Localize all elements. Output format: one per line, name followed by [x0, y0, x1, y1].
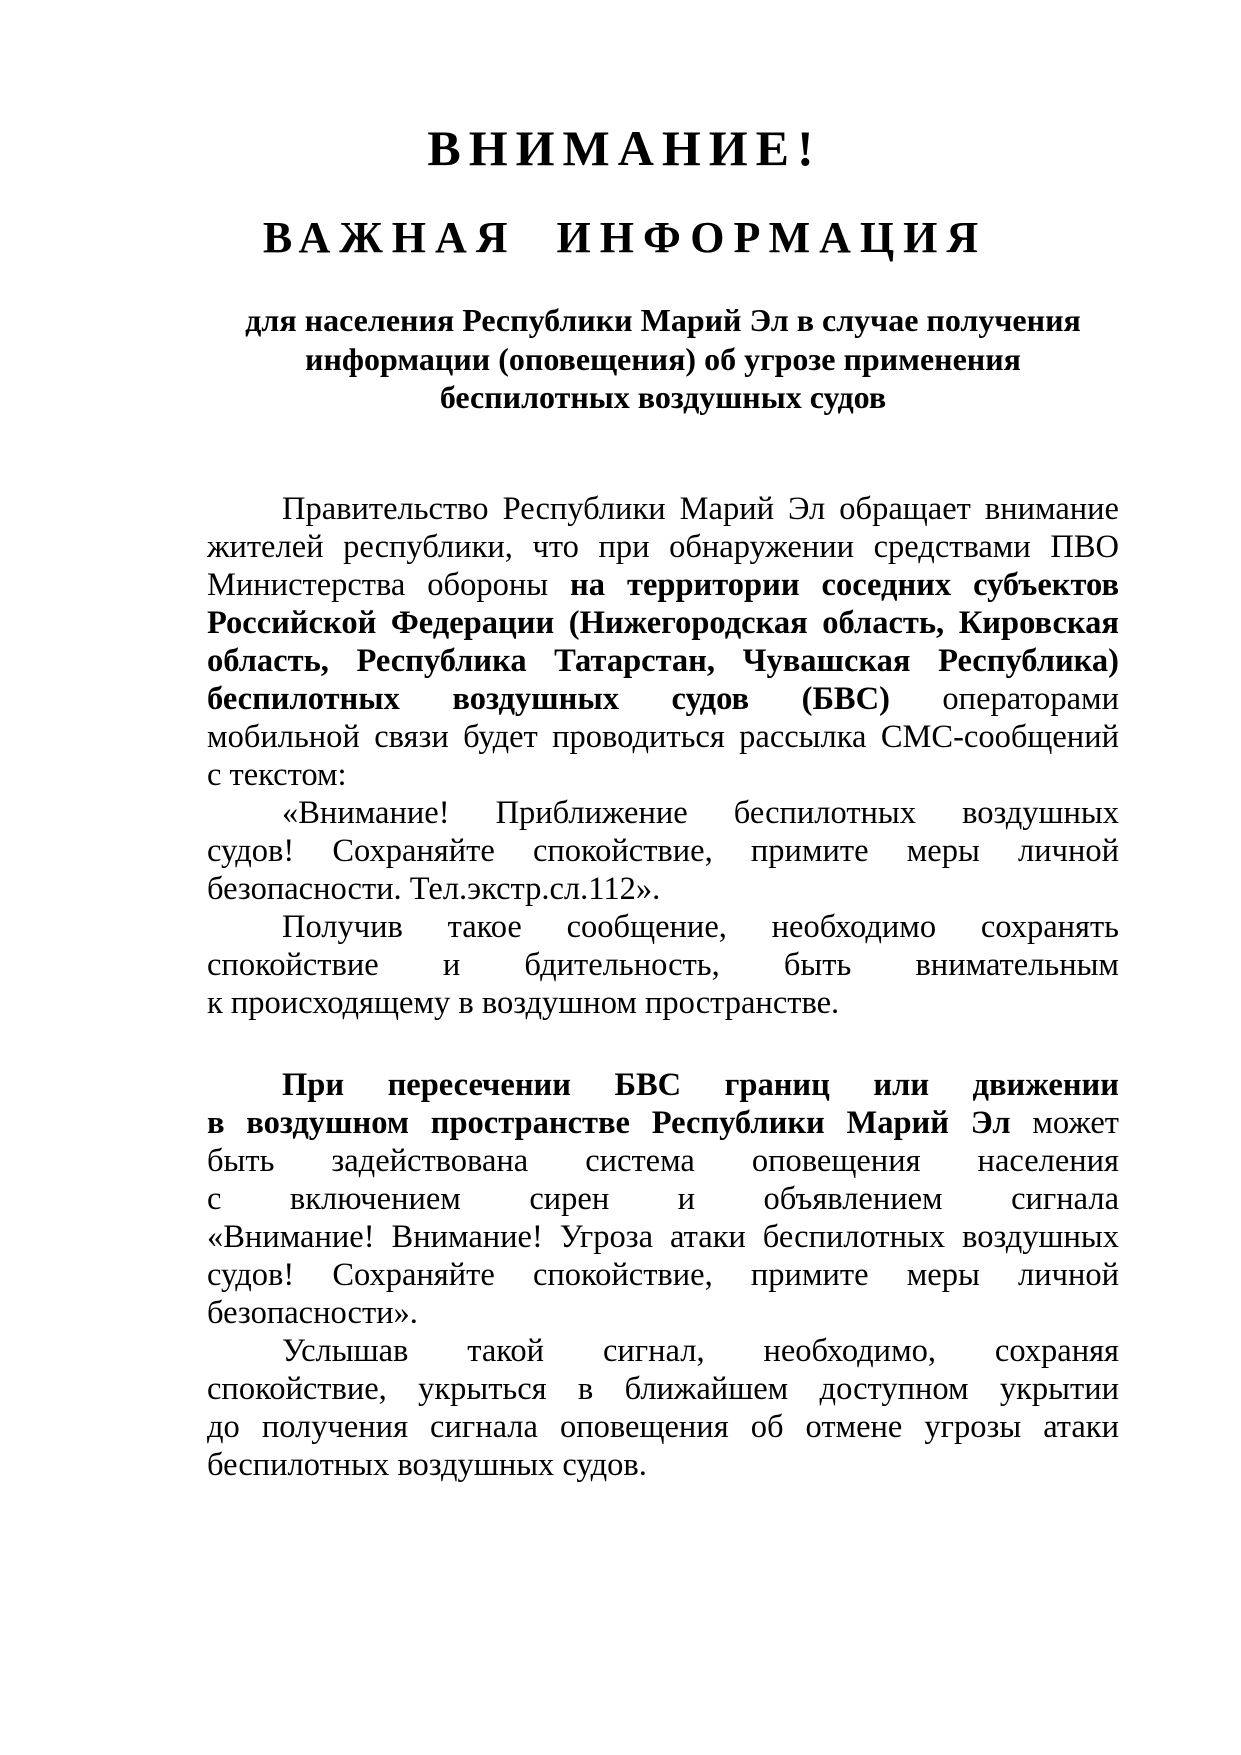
text-line — [207, 908, 1119, 946]
text-line — [207, 1066, 1119, 1104]
text-line — [207, 946, 1119, 984]
text: беспилотных воздушных судов. — [207, 1447, 647, 1483]
text-line — [207, 1332, 1119, 1370]
text-line — [207, 1256, 1119, 1294]
text-line — [207, 490, 1119, 528]
text: к происходящему в воздушном пространстве. — [207, 985, 840, 1021]
text: Правительство Республики Марий Эл обращает внимание — [282, 491, 1119, 527]
bold-text: Российской Федерации (Нижегородская область, Кировская — [207, 605, 1119, 641]
text-line — [207, 1180, 1119, 1218]
paragraph-spacer — [207, 1022, 1119, 1066]
paragraph — [207, 794, 1119, 908]
text: с текстом: — [207, 757, 347, 793]
text: спокойствие и бдительность, быть внимательным — [207, 947, 1119, 983]
text-line — [207, 1446, 1119, 1484]
text: Получив такое сообщение, необходимо сохранять — [282, 909, 1119, 945]
text: Услышав такой сигнал, необходимо, сохраняя — [282, 1333, 1119, 1369]
text: безопасности». — [207, 1295, 418, 1331]
text-line — [207, 1218, 1119, 1256]
text-line — [207, 756, 1119, 794]
text-line — [207, 1408, 1119, 1446]
text-line — [207, 604, 1119, 642]
text-line — [207, 1370, 1119, 1408]
text: быть задействована система оповещения населения — [207, 1143, 1119, 1179]
text-line — [207, 794, 1119, 832]
bold-text: беспилотных воздушных судов (БВС) — [207, 681, 890, 717]
text: с включением сирен и объявлением сигнала — [207, 1181, 1119, 1217]
text: может — [1010, 1105, 1119, 1141]
subtitle-line: беспилотных воздушных судов — [439, 379, 887, 415]
document-subtitle — [207, 301, 1119, 417]
text: спокойствие, укрыться в ближайшем доступном укрытии — [207, 1371, 1119, 1407]
paragraph — [207, 490, 1119, 794]
paragraph — [207, 1066, 1119, 1332]
text: до получения сигнала оповещения об отмене угрозы атаки — [207, 1409, 1119, 1445]
paragraph — [207, 908, 1119, 1022]
text-line — [207, 528, 1119, 566]
text-line — [207, 1294, 1119, 1332]
paragraph — [207, 1332, 1119, 1484]
text: «Внимание! Приближение беспилотных воздушных — [282, 795, 1119, 831]
text-line — [207, 832, 1119, 870]
text-line — [207, 642, 1119, 680]
text: судов! Сохраняйте спокойствие, примите меры личной — [207, 833, 1119, 869]
text-line — [207, 566, 1119, 604]
text: Министерства обороны — [207, 567, 571, 603]
document-heading: ВАЖНАЯ ИНФОРМАЦИЯ — [262, 213, 988, 262]
text-line — [207, 680, 1119, 718]
subtitle-line: информации (оповещения) об угрозе применения — [305, 340, 1021, 377]
text: жителей республики, что при обнаружении средствами ПВО — [207, 529, 1119, 565]
subtitle-line: для населения Республики Марий Эл в случае получения — [245, 302, 1081, 338]
text-line — [207, 1104, 1119, 1142]
bold-text: в воздушном пространстве Республики Марий Эл — [207, 1105, 1011, 1141]
bold-text: на территории соседних субъектов — [570, 567, 1119, 603]
document-title: ВНИМАНИЕ! — [427, 120, 822, 176]
text: «Внимание! Внимание! Угроза атаки беспилотных воздушных — [207, 1219, 1119, 1255]
text: операторами — [889, 681, 1119, 717]
text: мобильной связи будет проводиться рассылка СМС-сообщений — [207, 719, 1119, 755]
text: безопасности. Тел.экстр.сл.112». — [207, 871, 661, 907]
text-line — [207, 984, 1119, 1022]
text-line — [207, 870, 1119, 908]
text-line — [207, 1142, 1119, 1180]
bold-text: область, Республика Татарстан, Чувашская Республика) — [207, 643, 1119, 679]
document-body — [207, 490, 1119, 1484]
text-line — [207, 718, 1119, 756]
bold-text: При пересечении БВС границ или движении — [282, 1067, 1119, 1103]
text: судов! Сохраняйте спокойствие, примите меры личной — [207, 1257, 1119, 1293]
